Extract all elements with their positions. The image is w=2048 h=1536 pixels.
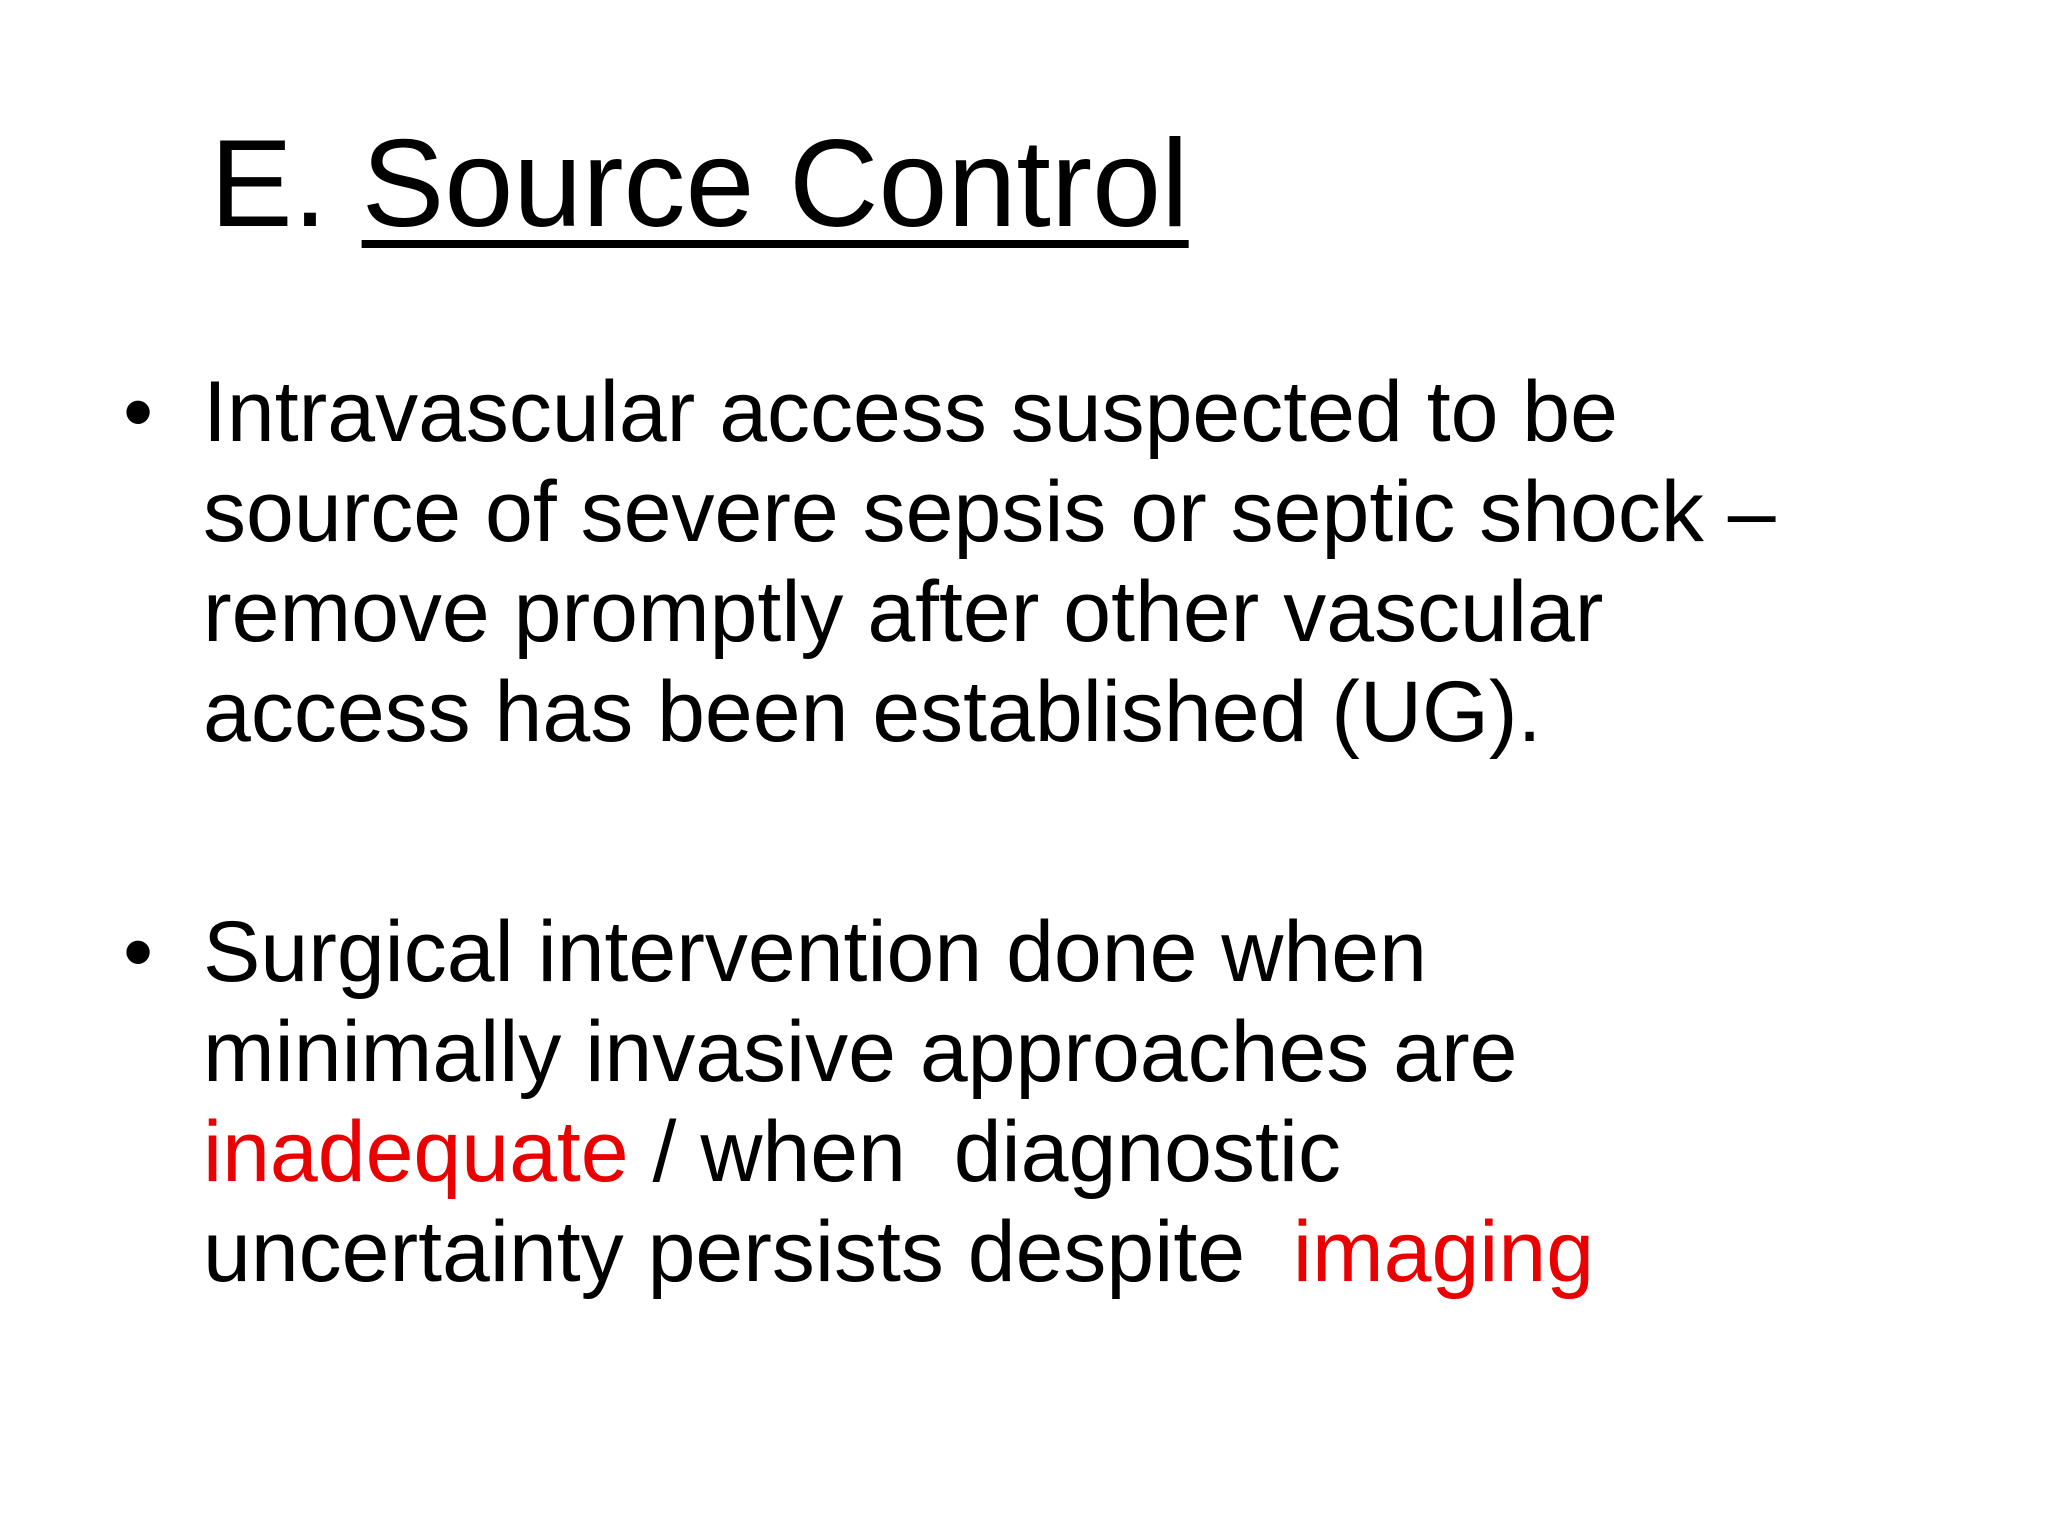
bullet-2-line-3-rest: / when diagnostic: [628, 1104, 1341, 1200]
bullet-2-line-4-start: uncertainty persists despite: [203, 1204, 1293, 1300]
slide-title: [210, 115, 1189, 253]
bullet-1-line-1: Intravascular access suspected to be: [203, 364, 1618, 460]
bullet-2-line-2: minimally invasive approaches are: [203, 1004, 1518, 1100]
highlight-imaging: imaging: [1292, 1204, 1595, 1300]
bullet-2-line-1: Surgical intervention done when: [203, 904, 1427, 1000]
bullet-item-1: [123, 362, 1943, 762]
title-underlined-text: Source Control: [361, 115, 1189, 253]
bullet-1-line-2: source of severe sepsis or septic shock –: [203, 464, 1776, 560]
bullet-2-line-3: [203, 1102, 1943, 1202]
highlight-inadequate: inadequate: [203, 1104, 629, 1200]
bullet-point-icon: •: [123, 904, 154, 1000]
bullet-text-1: [203, 362, 1943, 762]
title-prefix: E.: [210, 115, 362, 253]
bullet-item-2: [123, 902, 1943, 1302]
bullet-1-line-3: remove promptly after other vascular: [203, 564, 1604, 660]
bullet-1-line-4: access has been established (UG).: [203, 664, 1542, 760]
bullet-text-2: [203, 902, 1943, 1302]
bullet-point-icon: •: [123, 364, 154, 460]
bullet-2-line-4: [203, 1202, 1943, 1302]
